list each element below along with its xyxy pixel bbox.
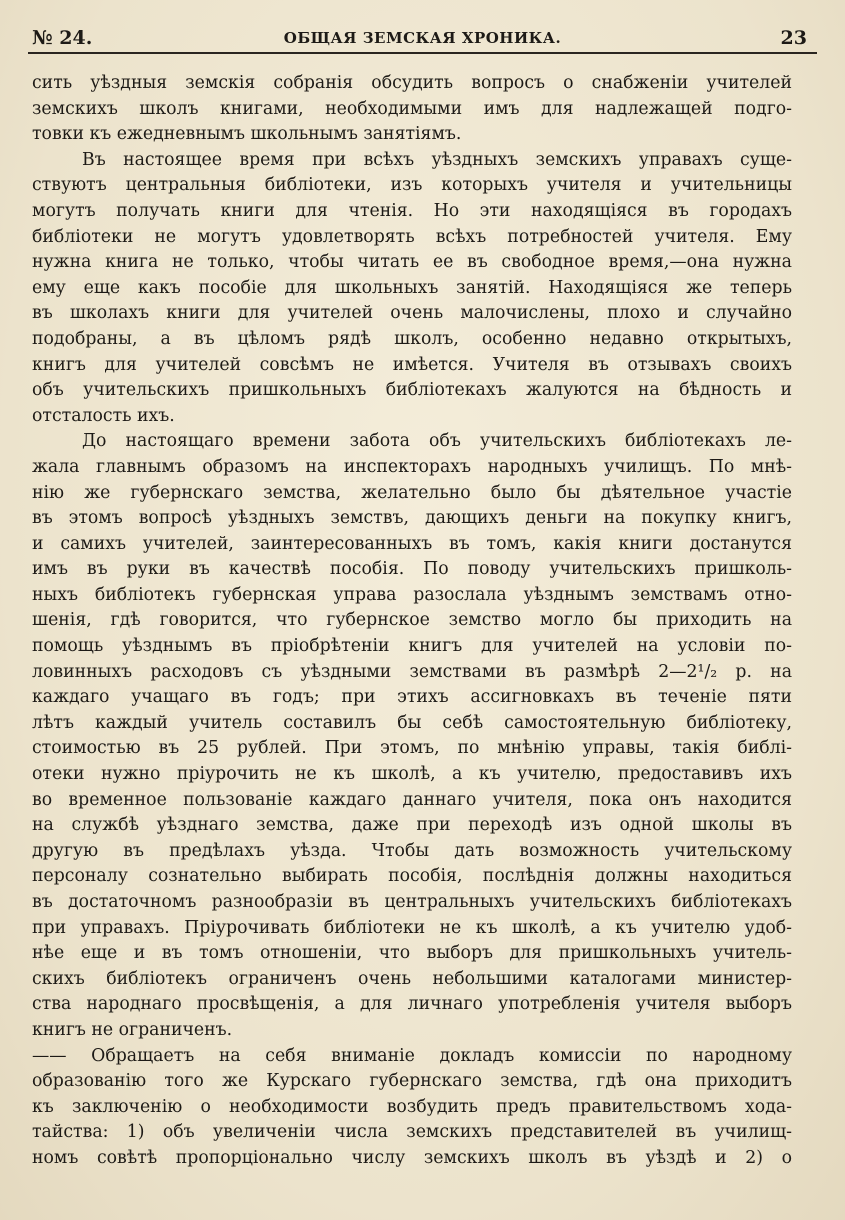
text-line: при управахъ. Пріурочивать библіотеки не къ школѣ, а къ учителю удоб-	[32, 917, 792, 938]
text-line: ства народнаго просвѣщенія, а для личнаго употребленія учителя выборъ	[32, 994, 792, 1015]
text-line: въ этомъ вопросѣ уѣздныхъ земствъ, дающихъ деньги на покупку книгъ,	[32, 508, 792, 529]
text-line: могутъ получать книги для чтенія. Но эти находящіяся въ городахъ	[32, 200, 792, 221]
page-header	[28, 24, 817, 54]
text-line: стоимостью въ 25 рублей. При этомъ, по мнѣнію управы, такія библі-	[32, 738, 792, 759]
text-line: шенія, гдѣ говорится, что губернское земство могло бы приходить на	[32, 610, 792, 631]
text-line: имъ въ руки въ качествѣ пособія. По поводу учительскихъ пришколь-	[32, 559, 792, 580]
text-line: товки къ ежедневнымъ школьнымъ занятіямъ.	[32, 124, 462, 145]
paragraph-start: Въ настоящее время при всѣхъ уѣздныхъ земскихъ управахъ суще-	[82, 149, 792, 170]
text-line: нію же губернскаго земства, желательно было бы дѣятельное участіе	[32, 482, 792, 503]
text-line: другую въ предѣлахъ уѣзда. Чтобы дать возможность учительскому	[32, 840, 792, 861]
text-line: въ достаточномъ разнообразіи въ центральныхъ учительскихъ библіотекахъ	[32, 892, 792, 912]
text-line: библіотеки не могутъ удовлетворять всѣхъ потребностей учителя. Ему	[32, 226, 792, 247]
page-number: 23	[780, 27, 807, 49]
text-line: на службѣ уѣзднаго земства, даже при переходѣ изъ одной школы въ	[32, 815, 792, 836]
text-line: ствуютъ центральныя библіотеки, изъ которыхъ учителя и учительницы	[32, 175, 792, 196]
text-line: образованію того же Курскаго губернскаго земства, гдѣ она приходитъ	[32, 1071, 792, 1092]
text-line: къ заключенію о необходимости возбудить предъ правительствомъ хода-	[32, 1096, 792, 1117]
text-line: объ учительскихъ пришкольныхъ библіотекахъ жалуются на бѣдность и	[32, 380, 792, 401]
text-line: ныхъ библіотекъ губернская управа разослала уѣзднымъ земствамъ отно-	[32, 584, 792, 605]
text-line: отсталость ихъ.	[32, 405, 175, 426]
paragraph-start: —— Обращаетъ на себя вниманіе докладъ комиссіи по народному	[32, 1045, 792, 1066]
text-line: ловинныхъ расходовъ съ уѣздными земствами въ размѣрѣ 2—2¹/₂ р. на	[32, 661, 792, 682]
issue-number: № 24.	[32, 27, 93, 49]
text-line: тайства: 1) объ увеличеніи числа земскихъ представителей въ училищ-	[32, 1122, 792, 1143]
paragraph-start: До настоящаго времени забота объ учительскихъ библіотекахъ ле-	[82, 431, 792, 452]
text-line: въ школахъ книги для учителей очень малочислены, плохо и случайно	[32, 303, 792, 324]
text-line: персоналу сознательно выбирать пособія, послѣднія должны находиться	[32, 866, 792, 887]
text-line: подобраны, а въ цѣломъ рядѣ школъ, особенно недавно открытыхъ,	[32, 328, 792, 349]
running-title: ОБЩАЯ ЗЕМСКАЯ ХРОНИКА.	[283, 29, 562, 47]
text-line: книгъ для учителей совсѣмъ не имѣется. Учителя въ отзывахъ своихъ	[32, 354, 792, 375]
text-line: нужна книга не только, чтобы читать ее въ свободное время,—она нужна	[32, 252, 792, 273]
text-line: земскихъ школъ книгами, необходимыми имъ для надлежащей подго-	[32, 98, 792, 119]
text-line: каждаго учащаго въ годъ; при этихъ ассигновкахъ въ теченіе пяти	[32, 687, 792, 708]
text-line: и самихъ учителей, заинтересованныхъ въ томъ, какія книги достанутся	[32, 533, 792, 554]
text-line: лѣтъ каждый учитель составилъ бы себѣ самостоятельную библіотеку,	[32, 712, 792, 733]
text-line: отеки нужно пріурочить не къ школѣ, а къ учителю, предоставивъ ихъ	[32, 764, 792, 785]
text-line: скихъ библіотекъ ограниченъ очень небольшими каталогами министер-	[32, 968, 792, 989]
text-line: номъ совѣтѣ пропорціонально числу земскихъ школъ въ уѣздѣ и 2) о	[32, 1147, 792, 1168]
header-rule	[28, 52, 817, 54]
text-line: нѣе еще и въ томъ отношеніи, что выборъ для пришкольныхъ учитель-	[32, 943, 792, 964]
text-line: жала главнымъ образомъ на инспекторахъ народныхъ училищъ. По мнѣ-	[32, 456, 792, 477]
text-line: книгъ не ограниченъ.	[32, 1019, 233, 1040]
text-line: помощь уѣзднымъ въ пріобрѣтеніи книгъ для учителей на условіи по-	[32, 636, 792, 657]
text-line: ему еще какъ пособіе для школьныхъ занятій. Находящіяся же теперь	[32, 277, 792, 298]
text-line: во временное пользованіе каждаго даннаго учителя, пока онъ находится	[32, 789, 792, 810]
text-line: сить уѣздныя земскія собранія обсудить вопросъ о снабженіи учителей	[32, 73, 792, 93]
body-text	[32, 71, 792, 1172]
